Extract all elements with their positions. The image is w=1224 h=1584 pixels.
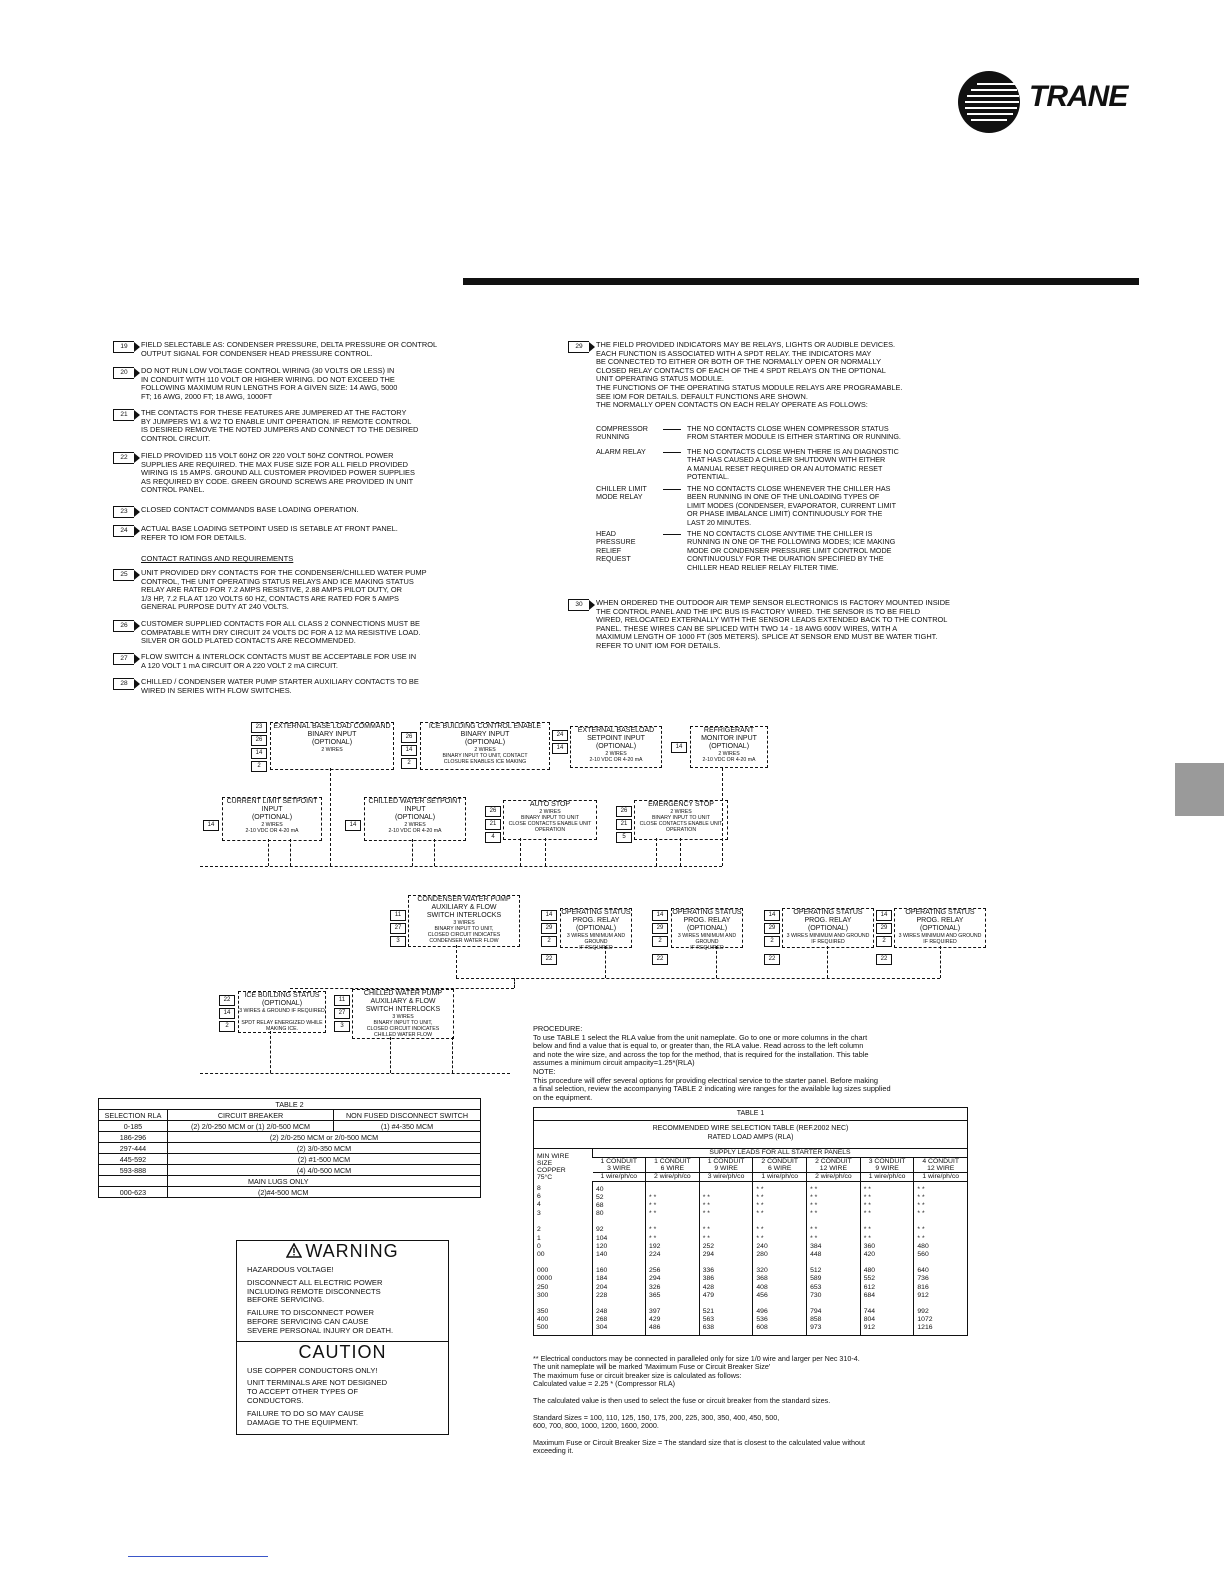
terminal-tag: 14 [203,820,219,831]
trane-logo [957,70,1127,130]
terminal-tag: 2 [219,1021,235,1032]
terminal-tag: 14 [401,745,417,756]
box-condenser-water-pump: CONDENSER WATER PUMP AUXILIARY & FLOW SWITCH INTERLOCKS 3 WIRES BINARY INPUT TO UNIT, CLOSED CIRCUIT INDICATES CONDENSER WATER FLOW [408,895,520,947]
terminal-tag: 23 [251,722,267,733]
col-header: 1 CONDUIT 6 WIRE [646,1158,700,1173]
table-row: 000-623 (2)#4-500 MCM [99,1187,481,1198]
terminal-tag: 26 [251,735,267,746]
caution-line: UNIT TERMINALS ARE NOT DESIGNED TO ACCEPT OTHER TYPES OF CONDUCTORS. [247,1378,388,1405]
terminal-tag: 29 [652,923,668,934]
table-1-subtitle: RECOMMENDED WIRE SELECTION TABLE (REF.2002 NEC) RATED LOAD AMPS (RLA) [534,1121,967,1149]
section-tab [1175,763,1224,816]
bus-drop [412,839,413,866]
terminal-tag: 21 [616,819,632,830]
unit-header: 2 wire/ph/co [646,1173,700,1181]
terminal-tag: 3 [334,1021,350,1032]
box-emergency-stop: EMERGENCY STOP 2 WIRES BINARY INPUT TO UNIT CLOSE CONTACTS ENABLE UNIT OPERATION [634,800,728,840]
terminal-tag: 29 [876,923,892,934]
warning-line: DISCONNECT ALL ELECTRIC POWER INCLUDING REMOTE DISCONNECTS BEFORE SERVICING. [247,1277,383,1305]
terminal-tag: 2 [541,936,557,947]
header-rule [463,278,1139,285]
table-1-title: TABLE 1 [534,1108,967,1121]
supply-header: SUPPLY LEADS FOR ALL STARTER PANELS [593,1149,968,1158]
bus-drop [680,838,681,866]
terminal-tag: 2 [401,758,417,769]
terminal-tag: 2 [652,936,668,947]
terminal-tag: 2 [251,761,267,772]
note-23: 23 CLOSED CONTACT COMMANDS BASE LOADING OPERATION. [141,506,359,515]
col-header: 1 CONDUIT 9 WIRE [699,1158,753,1173]
bus-drop [605,946,606,978]
terminal-tag: 3 [390,936,406,947]
note-20: 20 DO NOT RUN LOW VOLTAGE CONTROL WIRING (30 VOLTS OR LESS) IN IN CONDUIT WITH 110 VOLT OR HIGHER WIRING. DO NOT EXCEED THE FOLLOWING MAXIMUM RUN LENGTHS FOR A GIVEN SIZE: 14 AWG, 5000 FT; 16 AWG, 2000 FT; 18 AWG, 1000FT [141,367,397,401]
warning-line: FAILURE TO DISCONNECT POWER BEFORE SERVICING CAN CAUSE SEVERE PERSONAL INJURY OR DEATH. [247,1308,394,1335]
box-external-base-load: EXTERNAL BASE LOAD COMMAND BINARY INPUT (OPTIONAL) 2 WIRES [270,722,394,770]
box-chilled-water-pump: CHILLED WATER PUMP AUXILIARY & FLOW SWITCH INTERLOCKS 3 WIRES BINARY INPUT TO UNIT, CLOSED CIRCUIT INDICATES CHILLED WATER FLOW [352,989,454,1039]
terminal-tag: 27 [390,923,406,934]
col-header: 3 CONDUIT 9 WIRE [860,1158,914,1173]
box-chilled-water-setpoint: CHILLED WATER SETPOINT INPUT (OPTIONAL) 2 WIRES 2-10 VDC OR 4-20 mA [364,797,466,841]
terminal-tag: 26 [485,806,501,817]
bus-drop [545,838,546,866]
bus-drop [722,768,723,866]
bus-drop [452,1037,453,1073]
unit-header: 1 wire/ph/co [753,1173,807,1181]
unit-header: 1 wire/ph/co [860,1173,914,1181]
terminal-tag: 14 [552,743,568,754]
terminal-tag: 5 [616,832,632,843]
terminal-tag: 22 [652,954,668,965]
table-2-title: TABLE 2 [99,1099,481,1110]
note-27: 27 FLOW SWITCH & INTERLOCK CONTACTS MUST BE ACCEPTABLE FOR USE IN A 120 VOLT 1 mA CIRCUIT OR A 220 VOLT 2 mA CIRCUIT. [141,653,416,670]
bus-drop [270,1031,271,1073]
terminal-tag: 14 [764,910,780,921]
unit-header: 2 wire/ph/co [807,1173,861,1181]
terminal-tag: 14 [251,748,267,759]
box-external-baseload-setpoint: EXTERNAL BASELOAD SETPOINT INPUT (OPTIONAL) 2 WIRES 2-10 VDC OR 4-20 mA [570,726,662,768]
table-header: CIRCUIT BREAKER [168,1110,334,1121]
bus-drop [940,946,941,978]
terminal-tag: 21 [485,819,501,830]
table-row: 186-296 (2) 2/0-250 MCM or 2/0-500 MCM [99,1132,481,1143]
col-header: 2 CONDUIT 12 WIRE [807,1158,861,1173]
bus-line [200,1073,510,1074]
note-24: 24 ACTUAL BASE LOADING SETPOINT USED IS SETABLE AT FRONT PANEL. REFER TO IOM FOR DETAILS. [141,525,398,542]
bus-line [456,978,940,979]
terminal-tag: 14 [345,820,361,831]
warning-title: WARNING [237,1241,448,1262]
bus-drop [520,838,521,866]
table-row: 297-444 (2) 3/0-350 MCM [99,1143,481,1154]
col-header: 4 CONDUIT 12 WIRE [914,1158,967,1173]
bus-drop [434,839,435,866]
bus-drop [268,839,269,866]
warning-caution-label [236,1240,449,1435]
terminal-tag: 26 [401,732,417,743]
col-header: 1 CONDUIT 3 WIRE [593,1158,646,1173]
note-28: 28 CHILLED / CONDENSER WATER PUMP STARTER AUXILIARY CONTACTS TO BE WIRED IN SERIES WITH FLOW SWITCHES. [141,678,419,695]
note-19: 19 FIELD SELECTABLE AS: CONDENSER PRESSURE, DELTA PRESSURE OR CONTROL OUTPUT SIGNAL FOR CONDENSER HEAD PRESSURE CONTROL. [141,341,437,358]
table-row: 000 0000 250 300 160 184 204 228 256 294 326 365 336 386 428 479 320 368 408 456 512 589 653 730 480 552 612 684 640 736 816 912 [534,1259,967,1300]
box-ice-building-status: ICE BUILDING STATUS (OPTIONAL) 3 WIRES & GROUND IF REQUIRED SPDT RELAY ENERGIZED WHILE MAKING ICE. [239,992,325,1032]
table-1 [533,1107,968,1336]
box-refrigerant-monitor: REFRIGERANT MONITOR INPUT (OPTIONAL) 2 WIRES 2-10 VDC OR 4-20 mA [690,726,768,768]
terminal-tag: 11 [334,995,350,1006]
warning-line: HAZARDOUS VOLTAGE! [247,1265,334,1274]
terminal-tag: 29 [764,923,780,934]
box-operating-status-relay: OPERATING STATUS PROG. RELAY (OPTIONAL) 3 WIRES MINIMUM AND GROUND IF REQUIRED [672,909,742,951]
box-operating-status-relay: OPERATING STATUS PROG. RELAY (OPTIONAL) 3 WIRES MINIMUM AND GROUND IF REQUIRED [894,908,986,948]
terminal-tag: 14 [652,910,668,921]
table-row: 0-185 (2) 2/0-250 MCM or (1) 2/0-500 MCM (1) #4-350 MCM [99,1121,481,1132]
bus-drop [716,946,717,978]
terminal-tag: 22 [219,995,235,1006]
terminal-tag: 29 [541,923,557,934]
footnotes: ** Electrical conductors may be connected in paralleled only for size 1/0 wire and larger per Nec 310-4. The unit nameplate will be marked 'Maximum Fuse or Circuit Breaker Size' The maximum fuse or circuit breaker size is calculated as follows: Calculated value = 2.25 * (Compressor RLA) The calculated value is then used to select the fuse or circuit breaker from the standard sizes. Standard Sizes = 100, 110, 125, 150, 175, 200, 225, 300, 350, 400, 450, 500, 600, 700, 800, 1000, 1200, 1600, 2000. Maximum Fuse or Circuit Breaker Size = The standard size that is closest to the calculated value without exceeding it. [533,1354,866,1456]
note-21: 21 THE CONTACTS FOR THESE FEATURES ARE JUMPERED AT THE FACTORY BY JUMPERS W1 & W2 TO ENABLE UNIT OPERATION. IF REMOTE CONTROL IS DESIRED REMOVE THE NOTED JUMPERS AND CONNECT TO THE DESIRED CONTROL CIRCUIT. [141,409,418,443]
footer-link-line [128,1556,268,1557]
unit-header: 1 wire/ph/co [914,1173,967,1181]
unit-header: 1 wire/ph/co [593,1173,646,1181]
table-2 [98,1098,481,1198]
terminal-tag: 22 [876,954,892,965]
table-row: 593-888 (4) 4/0-500 MCM [99,1165,481,1176]
terminal-tag: 27 [334,1008,350,1019]
bus-drop [456,945,457,978]
bus-line [200,866,722,867]
note-22: 22 FIELD PROVIDED 115 VOLT 60HZ OR 220 VOLT 50HZ CONTROL POWER SUPPLIES ARE REQUIRED. THE MAX FUSE SIZE FOR ALL FIELD PROVIDED WIRING IS 15 AMPS. GROUND ALL CUSTOMER PROVIDED POWER SUPPLIES AS REQUIRED BY CODE. GREEN GROUND SCREWS ARE PROVIDED IN UNIT CONTROL PANEL. [141,452,415,495]
note-26: 26 CUSTOMER SUPPLIED CONTACTS FOR ALL CLASS 2 CONNECTIONS MUST BE COMPATABLE WITH DRY CIRCUIT 24 VOLTS DC FOR A 12 MA RESISTIVE LOAD. SILVER OR GOLD PLATED CONTACTS ARE RECOMMENDED. [141,620,421,646]
note-25: 25 UNIT PROVIDED DRY CONTACTS FOR THE CONDENSER/CHILLED WATER PUMP CONTROL, THE UNIT OPERATING STATUS RELAYS AND ICE MAKING STATUS RELAY ARE RATED FOR 7.2 AMPS RESISTIVE, 2.88 AMPS PILOT DUTY, OR 1/3 HP, 7.2 FLA AT 120 VOLTS 60 HZ, CONTACTS ARE RATED FOR 5 AMPS GENERAL PURPOSE DUTY AT 240 VOLTS. [141,569,427,612]
caution-line: USE COPPER CONDUCTORS ONLY! [247,1365,378,1375]
bus-drop [514,978,515,988]
trane-globe-icon [957,70,1021,134]
bus-drop [330,768,331,866]
bus-drop [290,839,291,866]
table-row: MAIN LUGS ONLY [99,1176,481,1187]
table-row: 445-592 (2) #1-500 MCM [99,1154,481,1165]
caution-title: CAUTION [298,1341,387,1362]
terminal-tag: 2 [764,936,780,947]
bus-drop [827,946,828,978]
terminal-tag: 22 [541,954,557,965]
box-operating-status-relay: OPERATING STATUS PROG. RELAY (OPTIONAL) 3 WIRES MINIMUM AND GROUND IF REQUIRED [782,908,874,948]
table-header: NON FUSED DISCONNECT SWITCH [334,1110,481,1121]
box-ice-building-enable: ICE BUILDING CONTROL ENABLE BINARY INPUT (OPTIONAL) 2 WIRES BINARY INPUT TO UNIT, CONTACT CLOSURE ENABLES ICE MAKING [420,722,550,770]
terminal-tag: 11 [390,910,406,921]
terminal-tag: 24 [552,730,568,741]
terminal-tag: 14 [541,910,557,921]
min-wire-header: MIN WIRE SIZE COPPER 75°C [537,1153,570,1181]
terminal-tag: 22 [764,954,780,965]
terminal-tag: 14 [876,910,892,921]
bus-drop [656,838,657,866]
warning-triangle-icon [286,1243,302,1258]
terminal-tag: 2 [876,936,892,947]
procedure-text: PROCEDURE: To use TABLE 1 select the RLA value from the unit nameplate. Go to one or more columns in the chart below and find a value that is equal to, or greater than, the RLA value. Read across to the left column and note the wire size, and across the top for the method, that is required for the installation. This table assumes a minimum circuit ampacity=1.25*(RLA) NOTE: This procedure will offer several options for providing electrical service to the starter panel. Before making a final selection, review the accompanying TABLE 2 indicating wire ranges for the available lug sizes supplied on the equipment. [533,1024,891,1102]
contact-ratings-heading: CONTACT RATINGS AND REQUIREMENTS [141,554,294,563]
col-header: 2 CONDUIT 6 WIRE [753,1158,807,1173]
table-row: 2 1 0 00 92 104 120 140 * * * * 192 224 * * * * 252 294 * * * * 240 280 * * * * 384 448 * * * * 360 420 * * * * 480 560 [534,1218,967,1259]
note-29: 29 THE FIELD PROVIDED INDICATORS MAY BE RELAYS, LIGHTS OR AUDIBLE DEVICES. EACH FUNCTION IS ASSOCIATED WITH A SPDT RELAY. THE INDICATORS MAY BE CONNECTED TO EITHER OR BOTH OF THE NORMALLY OPEN OR NORMALLY CLOSED RELAY CONTACTS OF EACH OF THE 4 SPDT RELAYS ON THE OPTIONAL UNIT OPERATING STATUS MODULE. THE FUNCTIONS OF THE OPERATING STATUS MODULE RELAYS ARE PROGRAMABLE. SEE IOM FOR DETAILS. DEFAULT FUNCTIONS ARE SHOWN. THE NORMALLY OPEN CONTACTS ON EACH RELAY OPERATE AS FOLLOWS: [596,341,902,410]
box-current-limit-setpoint: CURRENT LIMIT SETPOINT INPUT (OPTIONAL) 2 WIRES 2-10 VDC OR 4-20 mA [222,797,322,841]
caution-line: FAILURE TO DO SO MAY CAUSE DAMAGE TO THE EQUIPMENT. [247,1408,364,1427]
brand-name: TRANE [1029,80,1128,113]
bus-drop [390,1037,391,1073]
terminal-tag: 14 [671,742,687,753]
terminal-tag: 4 [485,832,501,843]
note-30: 30 WHEN ORDERED THE OUTDOOR AIR TEMP SENSOR ELECTRONICS IS FACTORY MOUNTED INSIDE THE CONTROL PANEL AND THE IPC BUS IS FACTORY WIRED. THE SENSOR IS TO BE FIELD WIRED, RELOCATED EXTERNALLY WITH THE SENSOR LEADS EXTENDED BACK TO THE CONTROL PANEL. THESE WIRES CAN BE SPLICED WITH TWO 14 - 18 AWG 600V WIRES, WITH A MAXIMUM LENGTH OF 1000 FT (305 METERS). SPLICE AT SENSOR END MUST BE WATER TIGHT. REFER TO UNIT IOM FOR DETAILS. [596,599,950,651]
table-row: 350 400 500 248 268 304 397 429 486 521 563 638 496 536 608 794 858 973 744 804 912 992 1072 1216 [534,1300,967,1335]
table-header: SELECTION RLA [99,1110,168,1121]
box-auto-stop: AUTO STOP 2 WIRES BINARY INPUT TO UNIT CLOSE CONTACTS ENABLE UNIT OPERATION [503,800,597,840]
table-row: 8 6 4 3 40 52 68 80 * * * * * * * * * * * * * * * * * * * * * * * * * * * * * * * * * * * * * * * * * * * * [534,1181,967,1218]
terminal-tag: 14 [219,1008,235,1019]
terminal-tag: 26 [616,806,632,817]
box-operating-status-relay: OPERATING STATUS PROG. RELAY (OPTIONAL) 3 WIRES MINIMUM AND GROUND IF REQUIRED [561,909,631,951]
unit-header: 3 wire/ph/co [699,1173,753,1181]
